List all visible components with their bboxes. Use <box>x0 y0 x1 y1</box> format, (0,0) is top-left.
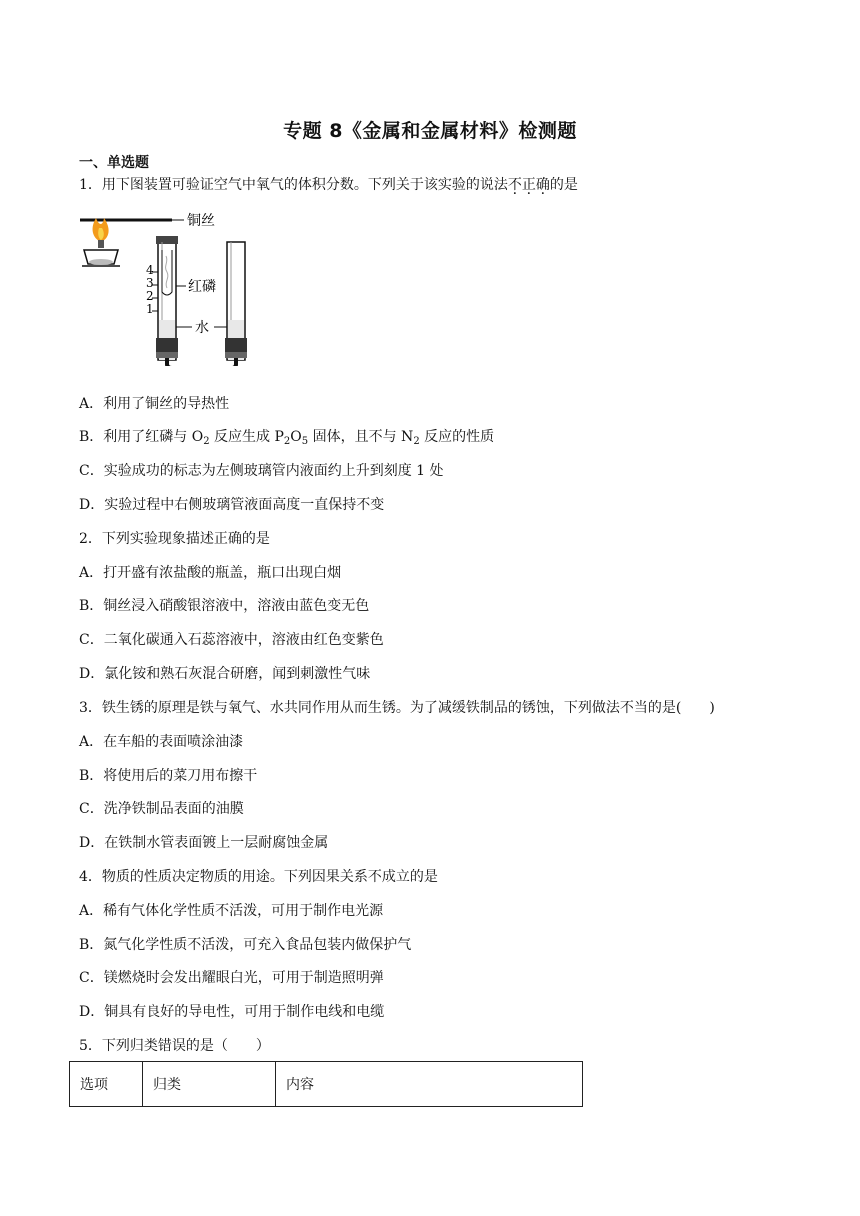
question-1-option-c: C．实验成功的标志为左侧玻璃管内液面约上升到刻度 1 处 <box>79 463 444 479</box>
question-3-option-c: C．洗净铁制品表面的油膜 <box>79 801 244 817</box>
label-copper-wire: 铜丝 <box>187 213 215 229</box>
question-2-option-c: C．二氧化碳通入石蕊溶液中，溶液由红色变紫色 <box>79 632 384 648</box>
question-1-option-d: D．实验过程中右侧玻璃管液面高度一直保持不变 <box>79 497 385 513</box>
question-4-option-b: B．氮气化学性质不活泼，可充入食品包装内做保护气 <box>79 937 412 953</box>
label-red-phosphorus: 红磷 <box>188 279 216 295</box>
table-header-category: 归类 <box>143 1062 276 1107</box>
question-3-option-b: B．将使用后的菜刀用布擦干 <box>79 768 258 784</box>
question-2-option-d: D．氯化铵和熟石灰混合研磨，闻到刺激性气味 <box>79 666 371 682</box>
question-2-option-a: A．打开盛有浓盐酸的瓶盖，瓶口出现白烟 <box>79 565 342 581</box>
question-1-option-b: B．利用了红磷与 $O_2$ 反应生成 $P_2O_5$ 固体，且不与 $N_2$ 反应的性质 <box>79 429 495 447</box>
question-3-option-d: D．在铁制水管表面镀上一层耐腐蚀金属 <box>79 835 329 851</box>
question-2-option-b: B．铜丝浸入硝酸银溶液中，溶液由蓝色变无色 <box>79 598 370 614</box>
alcohol-burner-icon <box>82 218 120 266</box>
table-header-option: 选项 <box>70 1062 143 1107</box>
svg-text:1: 1 <box>146 302 154 316</box>
question-5-stem: 5．下列归类错误的是（ ） <box>79 1038 270 1054</box>
svg-text:4: 4 <box>146 263 154 277</box>
experiment-apparatus-figure <box>74 206 274 366</box>
question-2-stem: 2．下列实验现象描述正确的是 <box>79 531 270 547</box>
question-4-option-c: C．镁燃烧时会发出耀眼白光，可用于制造照明弹 <box>79 970 384 986</box>
question-4-option-d: D．铜具有良好的导电性，可用于制作电线和电缆 <box>79 1004 385 1020</box>
question-3-stem: 3．铁生锈的原理是铁与氧气、水共同作用从而生锈。为了减缓铁制品的锈蚀，下列做法不当的是( ) <box>79 700 715 716</box>
svg-text:2: 2 <box>146 289 154 303</box>
svg-text:3: 3 <box>146 276 154 290</box>
question-4-option-a: A．稀有气体化学性质不活泼，可用于制作电光源 <box>79 903 384 919</box>
question-4-stem: 4．物质的性质决定物质的用途。下列因果关系不成立的是 <box>79 869 438 885</box>
table-header-content: 内容 <box>276 1062 583 1107</box>
question-1-option-a: A．利用了铜丝的导热性 <box>79 396 230 412</box>
label-water: 水 <box>195 320 209 336</box>
question-3-option-a: A．在车船的表面喷涂油漆 <box>79 734 244 750</box>
section-heading: 一、单选题 <box>79 155 149 171</box>
question-5-table <box>69 1061 583 1107</box>
question-1-stem: 1．用下图装置可验证空气中氧气的体积分数。下列关于该实验的说法不正确的是 <box>79 177 578 193</box>
table-row <box>70 1062 583 1107</box>
page-title: 专题 8《金属和金属材料》检测题 <box>283 120 577 142</box>
